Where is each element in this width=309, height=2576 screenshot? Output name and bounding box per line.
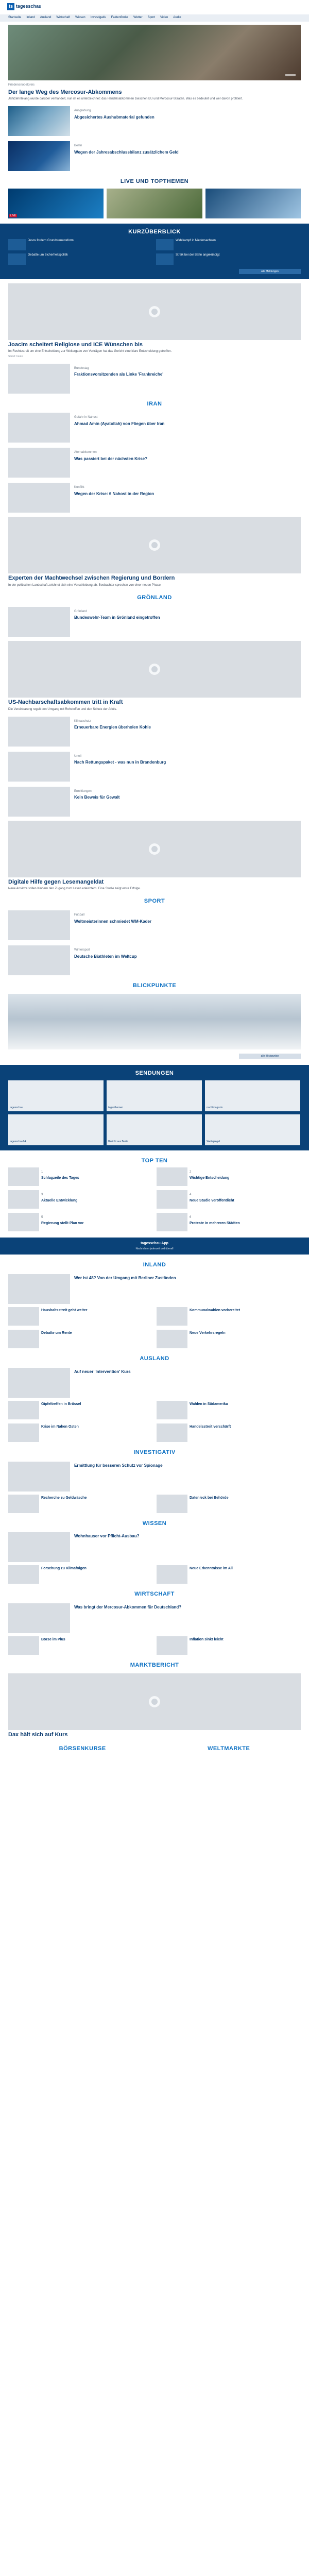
article-headline[interactable]: Joacim scheitert Religiose und ICE Wünschen bis — [8, 341, 143, 348]
article-headline[interactable]: Forschung zu Klimafolgen — [41, 1567, 87, 1571]
article-headline[interactable]: Debatte um Rente — [41, 1331, 72, 1335]
article-thumbnail — [8, 1462, 70, 1492]
list-item[interactable] — [8, 1190, 152, 1209]
article-headline[interactable]: Neue Verkehrsregeln — [190, 1331, 226, 1335]
list-item[interactable] — [157, 1213, 301, 1231]
list-item[interactable] — [157, 1423, 301, 1442]
promo-title: tagesschau App — [141, 1242, 168, 1246]
article-thumbnail — [8, 1636, 39, 1655]
list-item[interactable] — [156, 253, 301, 265]
nav-item[interactable]: Ausland — [40, 16, 52, 20]
nav-item[interactable]: Audio — [173, 16, 181, 20]
section-title: INLAND — [143, 1262, 166, 1268]
article-headline[interactable]: Fraktionsvorsitzenden als Linke 'Frankreiche' — [74, 372, 164, 377]
list-item[interactable] — [8, 413, 301, 443]
article-thumbnail — [157, 1167, 187, 1186]
article-teaser: Im Rechtsstreit um eine Entscheidung zur Weitergabe von Verträgen hat das Gericht eine klare Entscheidung getroffen. — [8, 350, 172, 353]
section-title: LIVE UND TOPTHEMEN — [120, 178, 189, 185]
article-thumbnail — [8, 1368, 70, 1398]
lead-item[interactable] — [8, 1368, 301, 1398]
article-headline[interactable]: Wichtige Entscheidung — [190, 1176, 230, 1180]
article-headline[interactable]: Neue Studie veröffentlicht — [190, 1198, 234, 1202]
article-kicker: Urteil — [74, 754, 82, 758]
article-headline[interactable]: Wegen der Jahresabschlussbilanz zusätzlichem Geld — [74, 149, 179, 155]
article-thumbnail — [8, 413, 70, 443]
show-card[interactable] — [8, 1114, 104, 1145]
list-item[interactable] — [8, 910, 301, 940]
list-item[interactable] — [8, 1565, 152, 1584]
nav-item[interactable]: Sport — [147, 16, 156, 20]
article-headline[interactable]: Wahlen in Südamerika — [190, 1402, 228, 1406]
image-placeholder[interactable] — [8, 1673, 301, 1730]
section-title: INVESTIGATIV — [133, 1449, 176, 1455]
nav-item[interactable]: Wirtschaft — [56, 16, 71, 20]
article-thumbnail — [157, 1565, 187, 1584]
list-item[interactable] — [157, 1495, 301, 1513]
lead-item[interactable] — [8, 1603, 301, 1633]
list-item[interactable] — [8, 1636, 152, 1655]
nav-item[interactable]: Startseite — [8, 16, 22, 20]
article-thumbnail — [157, 1401, 187, 1419]
list-item[interactable] — [8, 945, 301, 975]
section-title: WISSEN — [142, 1520, 167, 1527]
image-placeholder[interactable] — [8, 283, 301, 340]
article-thumbnail — [8, 448, 70, 478]
list-item[interactable] — [8, 1495, 152, 1513]
article-thumbnail — [8, 717, 70, 747]
article-thumbnail — [157, 1213, 187, 1231]
image-placeholder[interactable] — [8, 641, 301, 698]
list-item[interactable] — [157, 1190, 301, 1209]
logo-text: tagesschau — [16, 4, 42, 9]
article-headline[interactable]: Weltmeisterinnen schmiedet WM-Kader — [74, 919, 152, 924]
article-thumbnail — [8, 1423, 39, 1442]
article-headline[interactable]: Inflation sinkt leicht — [190, 1638, 224, 1642]
live-card[interactable] — [8, 189, 104, 218]
more-button[interactable]: alle Blickpunkte — [239, 1054, 301, 1059]
show-card[interactable] — [205, 1114, 300, 1145]
article-kicker: Ermittlungen — [74, 789, 92, 793]
article-headline[interactable]: Regierung stellt Plan vor — [41, 1221, 84, 1225]
image-placeholder[interactable] — [8, 821, 301, 877]
app-promo-banner[interactable] — [0, 1238, 309, 1255]
article-headline[interactable]: Experten der Machtwechsel zwischen Regierung und Bordern — [8, 575, 175, 582]
article-headline[interactable]: Ahmad Amin (Ayatollah) von Fliegen über Iran — [74, 421, 165, 426]
article-headline[interactable]: Auf neuer 'Intervention' Kurs — [74, 1369, 131, 1374]
blickpunkte-image[interactable] — [8, 994, 301, 1049]
image-placeholder-icon — [149, 1696, 160, 1707]
site-logo[interactable] — [7, 3, 42, 10]
article-thumbnail — [8, 1532, 70, 1562]
list-item[interactable] — [8, 1167, 152, 1186]
list-item[interactable] — [8, 141, 301, 171]
article-thumbnail — [8, 1330, 39, 1348]
article-headline[interactable]: Aktuelle Entwicklung — [41, 1198, 78, 1202]
article-kicker: Bundestag — [74, 366, 89, 370]
article-headline[interactable]: Abgesichertes Aushubmaterial gefunden — [74, 114, 154, 120]
article-thumbnail — [8, 483, 70, 513]
image-placeholder-icon — [149, 306, 160, 317]
article-headline[interactable]: Was passiert bei der nächsten Krise? — [74, 456, 147, 461]
list-item[interactable] — [8, 717, 301, 747]
article-thumbnail — [8, 1213, 39, 1231]
rank-number: 5 — [41, 1216, 43, 1219]
list-item[interactable] — [8, 752, 301, 782]
article-headline[interactable]: Proteste in mehreren Städten — [190, 1221, 240, 1225]
article-headline[interactable]: Schlagzeile des Tages — [41, 1176, 79, 1180]
article-headline[interactable]: Kommunalwahlen vorbereitet — [190, 1309, 241, 1313]
article-thumbnail — [157, 1636, 187, 1655]
promo-subtitle: Nachrichten jederzeit und überall — [135, 1247, 174, 1251]
article-thumbnail — [8, 1565, 39, 1584]
rank-number: 3 — [41, 1193, 43, 1197]
section-title: WIRTSCHAFT — [134, 1591, 175, 1598]
item-thumbnail — [156, 253, 174, 265]
article-thumbnail — [8, 607, 70, 637]
list-item[interactable] — [8, 607, 301, 637]
article-thumbnail — [8, 106, 70, 136]
hero-headline[interactable]: Der lange Weg des Mercosur-Abkommens — [8, 89, 122, 95]
list-item[interactable] — [8, 1423, 152, 1442]
list-item[interactable] — [8, 1307, 152, 1326]
article-thumbnail — [8, 1401, 39, 1419]
item-thumbnail — [156, 239, 174, 250]
hero-teaser: Jahrzehntelang wurde darüber verhandelt, nun ist es unterzeichnet: das Handelsabkommen zwischen EU und Mercosur-Staaten. Was es bedeutet und wer davon profitiert. — [8, 97, 243, 101]
list-item[interactable] — [156, 239, 301, 250]
article-kicker: Konflikt — [74, 486, 84, 489]
nav-item[interactable]: Video — [160, 16, 168, 20]
list-item[interactable] — [157, 1565, 301, 1584]
section-title: KURZÜBERBLICK — [128, 228, 181, 235]
rank-number: 6 — [190, 1216, 192, 1219]
article-headline[interactable]: Handelsstreit verschärft — [190, 1425, 231, 1429]
show-label: tagesschau — [10, 1106, 23, 1110]
show-label: Weltspiegel — [207, 1140, 220, 1144]
article-thumbnail — [8, 1190, 39, 1209]
list-item[interactable] — [8, 1401, 152, 1419]
list-item[interactable] — [157, 1167, 301, 1186]
article-kicker: Atomabkommen — [74, 451, 97, 454]
article-teaser: In der politischen Landschaft zeichnet sich eine Verschiebung ab. Beobachter sprechen von einer neuen Phase. — [8, 584, 162, 587]
article-headline[interactable]: Dax hält sich auf Kurs — [8, 1731, 68, 1738]
section-title: AUSLAND — [140, 1355, 169, 1362]
article-kicker: Ausgrabung — [74, 109, 91, 113]
carousel-dots[interactable] — [285, 74, 296, 76]
nav-item[interactable]: Faktenfinder — [111, 16, 129, 20]
lead-item[interactable] — [8, 1532, 301, 1562]
more-button[interactable]: alle Meldungen — [239, 269, 301, 274]
list-item[interactable] — [8, 483, 301, 513]
item-label: Debatte um Sicherheitspolitik — [28, 253, 68, 257]
article-kicker: Gefahr in Nahost — [74, 416, 98, 419]
article-thumbnail — [8, 141, 70, 171]
item-label: Wahlkampf in Niedersachsen — [176, 239, 216, 242]
show-label: tagesthemen — [108, 1106, 124, 1110]
section-title[interactable]: BÖRSENKURSE — [59, 1745, 106, 1752]
live-card[interactable] — [205, 189, 301, 218]
article-headline[interactable]: Kein Beweis für Gewalt — [74, 795, 120, 800]
show-label: Bericht aus Berlin — [108, 1140, 129, 1144]
article-headline[interactable]: Krise im Nahen Osten — [41, 1425, 79, 1429]
article-thumbnail — [157, 1330, 187, 1348]
lead-item[interactable] — [8, 1274, 301, 1304]
show-label: nachtmagazin — [207, 1106, 223, 1110]
article-thumbnail — [8, 1274, 70, 1304]
article-thumbnail — [8, 945, 70, 975]
rank-number: 4 — [190, 1193, 192, 1197]
rank-number: 1 — [41, 1171, 43, 1174]
main-nav — [0, 14, 309, 22]
show-card[interactable] — [107, 1114, 202, 1145]
article-kicker: Grönland — [74, 609, 87, 613]
list-item[interactable] — [8, 1330, 152, 1348]
lead-item[interactable] — [8, 1462, 301, 1492]
list-item[interactable] — [8, 239, 153, 250]
item-thumbnail — [8, 253, 26, 265]
list-item[interactable] — [8, 106, 301, 136]
article-headline[interactable]: Nach Rettungspaket - was nun in Brandenburg — [74, 760, 166, 765]
article-thumbnail — [157, 1495, 187, 1513]
list-item[interactable] — [157, 1330, 301, 1348]
article-thumbnail — [8, 752, 70, 782]
nav-item[interactable]: Investigativ — [90, 16, 106, 20]
article-teaser: Die Vereinbarung regelt den Umgang mit Rohstoffen und den Schutz der Arktis. — [8, 707, 117, 711]
show-label: tagesschau24 — [10, 1140, 26, 1144]
article-headline[interactable]: Börse im Plus — [41, 1638, 65, 1642]
sendungen-section — [0, 1065, 309, 1150]
article-headline[interactable]: Digitale Hilfe gegen Lesemangeldat — [8, 878, 104, 885]
list-item[interactable] — [157, 1307, 301, 1326]
logo-icon: ts — [7, 3, 14, 10]
list-item[interactable] — [8, 253, 153, 265]
article-thumbnail — [8, 1495, 39, 1513]
article-kicker: Fußball — [74, 913, 85, 917]
section-title[interactable]: WELTMARKTE — [207, 1745, 250, 1752]
section-title: TOP TEN — [141, 1157, 168, 1164]
article-thumbnail — [8, 787, 70, 817]
article-headline[interactable]: Neue Erkenntnisse im All — [190, 1567, 233, 1571]
section-title: IRAN — [147, 400, 162, 407]
article-thumbnail — [8, 1603, 70, 1633]
list-item[interactable] — [8, 1213, 152, 1231]
list-item[interactable] — [8, 787, 301, 817]
article-headline[interactable]: Wegen der Krise: 6 Nahost in der Region — [74, 491, 154, 496]
item-thumbnail — [8, 239, 26, 250]
article-thumbnail — [157, 1307, 187, 1326]
image-placeholder[interactable] — [8, 517, 301, 573]
article-thumbnail — [157, 1423, 187, 1442]
live-badge: LIVE — [10, 214, 16, 217]
article-thumbnail — [8, 364, 70, 394]
article-thumbnail — [8, 1307, 39, 1326]
nav-item[interactable]: Inland — [26, 16, 35, 20]
section-title: BLICKPUNKTE — [132, 982, 177, 989]
article-headline[interactable]: Erneuerbare Energien überholen Kohle — [74, 725, 151, 730]
list-item[interactable] — [8, 448, 301, 478]
article-headline[interactable]: Deutsche Biathleten im Weltcup — [74, 954, 137, 959]
article-thumbnail — [8, 910, 70, 940]
article-headline[interactable]: Recherche zu Geldwäsche — [41, 1496, 87, 1500]
nav-item[interactable]: Wetter — [133, 16, 143, 20]
article-meta: Stand: heute — [8, 355, 23, 359]
show-card[interactable] — [8, 1080, 104, 1111]
item-label: Streik bei der Bahn angekündigt — [176, 253, 220, 257]
item-label: Jusos fordern Grundsteuerreform — [28, 239, 74, 242]
image-placeholder-icon — [149, 539, 160, 551]
section-title: MARKTBERICHT — [130, 1662, 179, 1669]
article-headline[interactable]: Haushaltsstreit geht weiter — [41, 1309, 88, 1313]
rank-number: 2 — [190, 1171, 192, 1174]
article-teaser: Neue Ansätze sollen Kindern den Zugang zum Lesen erleichtern. Eine Studie zeigt erste Erfolge. — [8, 887, 141, 891]
nav-item[interactable]: Wissen — [75, 16, 85, 20]
article-thumbnail — [157, 1190, 187, 1209]
article-thumbnail — [8, 1167, 39, 1186]
live-card[interactable] — [107, 189, 202, 218]
article-kicker: Berlin — [74, 144, 82, 148]
article-headline[interactable]: Ermittlung für besseren Schutz vor Spionage — [74, 1463, 163, 1468]
article-kicker: Wintersport — [74, 948, 90, 952]
list-item[interactable] — [157, 1401, 301, 1419]
kurzueberblick-section — [0, 224, 309, 279]
article-headline[interactable]: Was bringt der Mercosur-Abkommen für Deutschland? — [74, 1605, 182, 1610]
article-headline[interactable]: Bundeswehr-Team in Grönland eingetroffen — [74, 615, 160, 620]
article-headline[interactable]: Gipfeltreffen in Brüssel — [41, 1402, 81, 1406]
section-title: SENDUNGEN — [135, 1070, 174, 1076]
article-kicker: Klimaschutz — [74, 719, 91, 723]
image-placeholder-icon — [149, 843, 160, 855]
site-header — [0, 0, 309, 14]
hero-image[interactable] — [8, 25, 301, 80]
section-title: SPORT — [144, 898, 165, 905]
list-item[interactable] — [8, 364, 301, 394]
section-title: GRÖNLAND — [137, 595, 172, 601]
show-card[interactable] — [107, 1080, 202, 1111]
article-headline[interactable]: Wer ist 48? Von der Umgang mit Berliner Zuständen — [74, 1276, 176, 1281]
hero-kicker: Friedensnobelpreis — [8, 83, 35, 87]
article-headline[interactable]: US-Nachbarschaftsabkommen tritt in Kraft — [8, 699, 123, 705]
article-headline[interactable]: Datenleck bei Behörde — [190, 1496, 229, 1500]
image-placeholder-icon — [149, 664, 160, 675]
show-card[interactable] — [205, 1080, 300, 1111]
list-item[interactable] — [157, 1636, 301, 1655]
article-headline[interactable]: Wohnhauser vor Pflicht-Ausbau? — [74, 1534, 140, 1539]
